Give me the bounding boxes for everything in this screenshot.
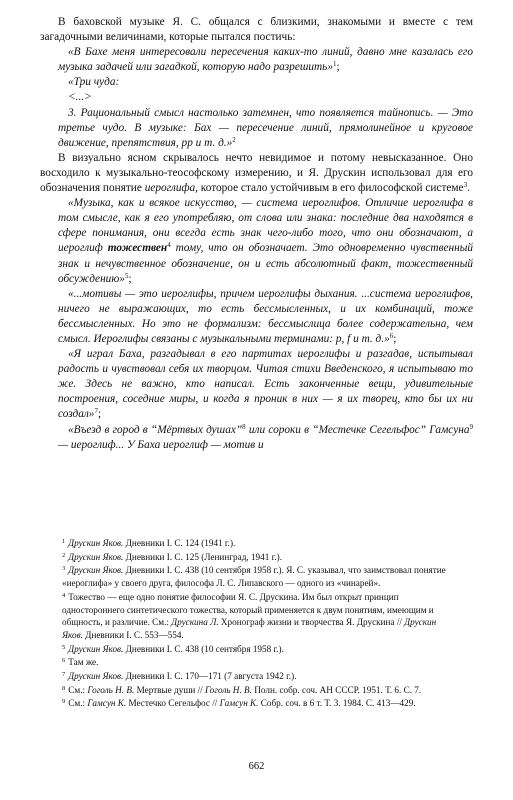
footnote-ref-1: 1 [332, 60, 337, 69]
quote-text-a: «Въезд в город в “Мёртвых душах” [68, 423, 243, 436]
footnote-text: См.: [68, 698, 88, 709]
quote-playing-bach [40, 347, 473, 422]
footnote-text: Дневники I. С. 125 (Ленинград, 1941 г.). [123, 551, 283, 562]
footnote-number: 9 [62, 698, 66, 706]
footnote-text: Местечко Сегельфос // [126, 698, 220, 709]
footnote-6 [62, 655, 457, 669]
footnote-ref-7: 7 [94, 407, 98, 416]
footnote-author: Друскина Л. [171, 617, 219, 628]
footnote-author: Гоголь Н. В. [205, 684, 252, 695]
footnote-author: Гоголь Н. В. [87, 684, 135, 695]
footnotes [62, 536, 457, 710]
footnote-ref-6: 6 [389, 331, 394, 340]
footnote-text: Собр. соч. в 6 т. Т. 3. 1984. С. 413—429. [258, 698, 416, 709]
footnote-ref-8: 8 [242, 422, 246, 431]
quote-music-hieroglyphs [40, 196, 473, 287]
quote-bach-lines [40, 45, 473, 75]
footnote-9 [62, 696, 457, 710]
quote-text-a: «Музыка, как и всякое искусство, — система иероглифов. Отличие иероглифа в том смысле, как я его употребляю, от слова или знака: последние два находятся в сфере понимания, они всегда есть знак чего-либо того, что они обозначают, а иероглиф [58, 197, 473, 255]
footnote-number: 5 [62, 643, 66, 651]
footnote-text: Дневники I. С. 553—554. [82, 629, 184, 640]
footnote-text: См.: [68, 684, 88, 695]
quote-text-c: — иероглиф... У Баха иероглиф — мотив и [58, 438, 264, 451]
quote-line-miracles: «Три чуда: [68, 76, 120, 89]
footnote-text: Полн. собр. соч. АН СССР. 1951. Т. 6. С. 7. [251, 684, 422, 695]
quote-motifs [40, 287, 473, 347]
footnote-author: Гамсун К. [219, 698, 259, 709]
quote-text-b: тому, что он обозначает. Это одновременно чувственный знак и нечувственное обозначение, он и есть абсолютный факт, тожественный обсуждению» [58, 242, 474, 285]
footnote-ref-2: 2 [232, 135, 236, 144]
footnote-number: 6 [62, 657, 66, 665]
footnote-text: Хронограф жизни и творчества Я. Друскина // [218, 617, 405, 628]
footnote-text: Дневники I. С. 438 (10 сентября 1958 г.). Я. С. указывал, что заимствовал понятие «иероглифа» у своего друга, философа Л. С. Липавского — одного из «чинарей». [62, 565, 446, 589]
quote-tail: ; [336, 61, 340, 74]
quote-text: «В Бахе меня интересовали пересечения каких-то линий, давно мне казалась его музыка задачей или загадкой, которую надо разрешить» [58, 46, 473, 74]
quote-third-miracle: 3. Рациональный смысл настолько затемнен, что появляется тайнопись. — Это третье чудо. В музыке: Бах — пересечение линий, прямолинейное и круговое движение, препятствия, pp и т. д.» [58, 106, 473, 149]
paragraph-2-text-b: , которое стало устойчивым в его философской системе [195, 182, 464, 195]
footnote-number: 1 [62, 538, 66, 545]
term-hieroglyph: иероглифа [144, 182, 196, 195]
footnote-text: Дневники I. С. 438 (10 сентября 1958 г.). [123, 643, 284, 654]
footnote-3 [62, 563, 457, 589]
term-identical: тожествен [107, 242, 168, 255]
paragraph-2-end: . [467, 182, 470, 195]
footnote-ref-5: 5 [124, 271, 129, 280]
paragraph-1: В баховской музыке Я. С. общался с близкими, знакомыми и вместе с тем загадочными величинами, которые пытался постичь: [40, 16, 473, 44]
footnote-text: Там же. [68, 657, 99, 668]
footnote-ref-9: 9 [469, 422, 473, 431]
footnote-author: Друскин Яков. [68, 565, 124, 576]
footnote-number: 7 [62, 671, 66, 679]
quote-tail: ; [393, 332, 397, 345]
footnote-author: Гамсун К. [87, 698, 127, 709]
quote-ellipsis: <...> [68, 91, 92, 104]
page-number: 662 [248, 761, 265, 772]
footnote-4 [62, 590, 457, 642]
footnote-text: Мертвые души // [134, 684, 206, 695]
footnote-text: Дневники I. С. 170—171 (7 августа 1942 г.). [123, 671, 297, 682]
footnote-author: Друскин Яков. [68, 538, 124, 548]
quote-text: «Я играл Баха, разгадывал в его партитах иероглифы и разгадав, испытывал радость и чувствовал себя их творцом. Читая стихи Введенского, я испытываю то же. Здесь не важно, кто написал. Есть законченные вещи, удивительные построения, соседние миры, и когда я проник в них — я их творец, кто бы их ни создал» [58, 348, 473, 421]
footnote-author: Друскин Яков. [68, 643, 124, 654]
main-text [40, 15, 473, 453]
quote-text: «...мотивы — это иероглифы, причем иероглифы дыхания. ...система иероглифов, ничего не выражающих, то есть бессмысленных, и их комбинаций, тоже бессмысленных. Но это не формализм: бессмыслица более содержательна, чем смысл. Иероглифы связаны с музыкальными терминами: p, f и т. д.» [58, 287, 473, 345]
footnote-number: 8 [62, 684, 66, 692]
footnote-text: Дневники I. С. 124 (1941 г.). [123, 538, 236, 548]
footnote-7 [62, 669, 457, 683]
footnote-number: 4 [62, 591, 66, 599]
quote-three-miracles [40, 75, 473, 150]
quote-tail: ; [128, 272, 132, 285]
footnote-number: 3 [62, 565, 66, 573]
footnote-author: Друскин Яков. [68, 551, 124, 562]
footnote-ref-4: 4 [167, 241, 171, 250]
paragraph-2-text-a: В визуально ясном скрывалось нечто невидимое и потому невысказанное. Оно восходило к музыкально-теософскому измерению, и Я. Друскин использовал для его обозначения понятие [40, 151, 473, 195]
footnote-5 [62, 642, 457, 656]
quote-text-b: или сороки в “Местечке Сегельфос” Гамсуна [245, 423, 470, 436]
footnote-number: 2 [62, 551, 66, 559]
footnote-1 [62, 536, 457, 550]
footnote-2 [62, 550, 457, 564]
paragraph-2 [40, 151, 473, 196]
quote-tail: ; [97, 408, 102, 421]
footnote-8 [62, 683, 457, 697]
footnote-text: Тожество — еще одно понятие философии Я. С. Друскина. Им был открыт принцип одностороннего синтетического тожества, который применяется к двум понятиям, имеющим и общность, и различие. См.: [62, 591, 434, 628]
footnote-author: Друскин Яков. [62, 617, 437, 640]
quote-entry-to-town [40, 423, 473, 453]
footnote-author: Друскин Яков. [68, 671, 124, 682]
footnote-ref-3: 3 [463, 181, 468, 190]
